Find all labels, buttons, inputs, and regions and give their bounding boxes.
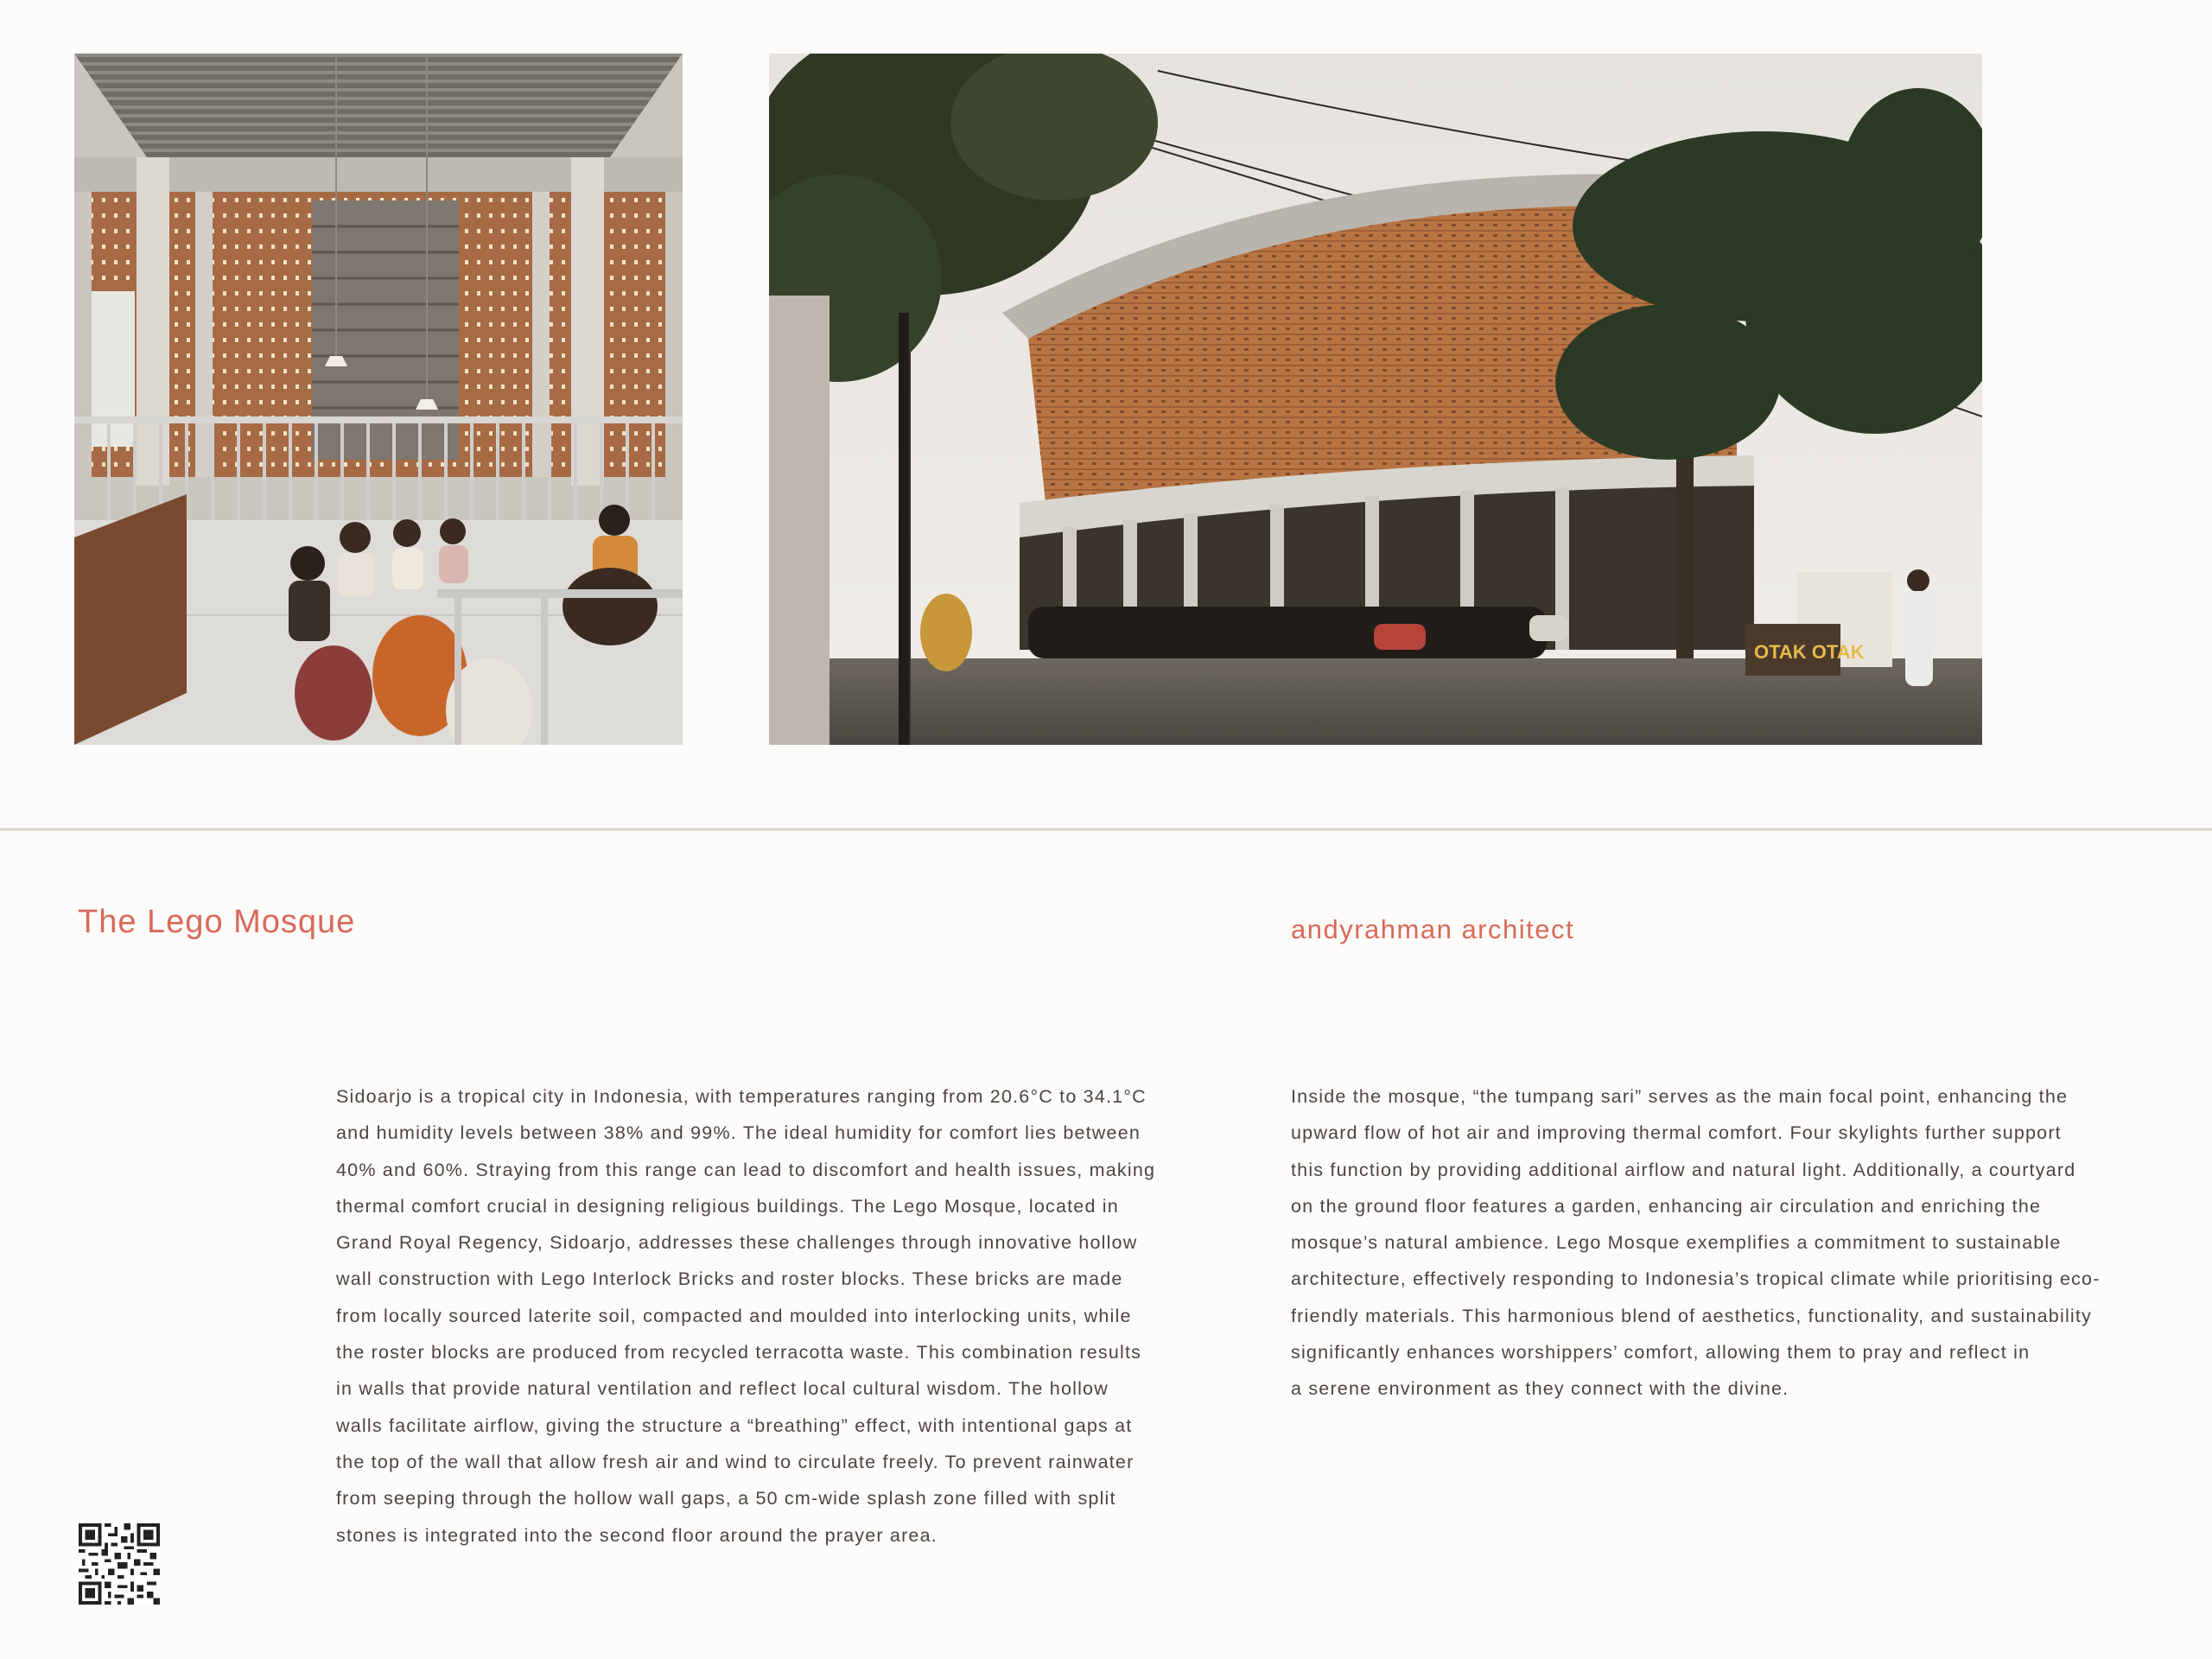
- body-text-right-column: Inside the mosque, “the tumpang sari” serves as the main focal point, enhancing the upward flow of hot air and improving thermal comfort. Four skylights further support this function by providing additional airflow and natural light. Additionally, a courtyard on the ground floor features a garden, enhancing air circulation and enriching the mosque’s natural ambience. Lego Mosque exemplifies a commitment to sustainable architecture, effectively responding to Indonesia’s tropical climate while prioritising eco- friendly materials. This harmonious blend of aesthetics, functionality, and sustainability significantly enhances worshippers’ comfort, allowing them to pray and reflect in a serene environment as they connect with the divine.: [1291, 1086, 2101, 1400]
- page-fold-line: [0, 828, 2212, 831]
- qr-code-icon: [79, 1523, 160, 1605]
- qr-code-graphic: [79, 1523, 160, 1605]
- mosque-interior-photo: [74, 54, 683, 745]
- architect-name: andyrahman architect: [1291, 914, 1575, 944]
- exterior-photo-illustration: [769, 54, 1982, 745]
- page-title: The Lego Mosque: [78, 904, 356, 940]
- mosque-exterior-photo: [769, 54, 1982, 745]
- svg-text:OTAK OTAK: OTAK OTAK: [1754, 641, 1865, 663]
- body-text-left-column: Sidoarjo is a tropical city in Indonesia, with temperatures ranging from 20.6°C to 34.1°C and humidity levels between 38% and 99%. The ideal humidity for comfort lies between 40% and 60%. Straying from this range can lead to discomfort and health issues, making thermal comfort crucial in designing religious buildings. The Lego Mosque, located in Grand Royal Regency, Sidoarjo, addresses these challenges through innovative hollow wall construction with Lego Interlock Bricks and roster blocks. These bricks are made from locally sourced laterite soil, compacted and moulded into interlocking units, while the roster blocks are produced from recycled terracotta waste. This combination results in walls that provide natural ventilation and reflect local cultural wisdom. The hollow walls facilitate airflow, giving the structure a “breathing” effect, with intentional gaps at the top of the wall that allow fresh air and wind to circulate freely. To prevent rainwater from seeping through the hollow wall gaps, a 50 cm-wide splash zone filled with split stones is integrated into the second floor around the prayer area.: [336, 1086, 1156, 1546]
- interior-photo-illustration: [74, 54, 683, 745]
